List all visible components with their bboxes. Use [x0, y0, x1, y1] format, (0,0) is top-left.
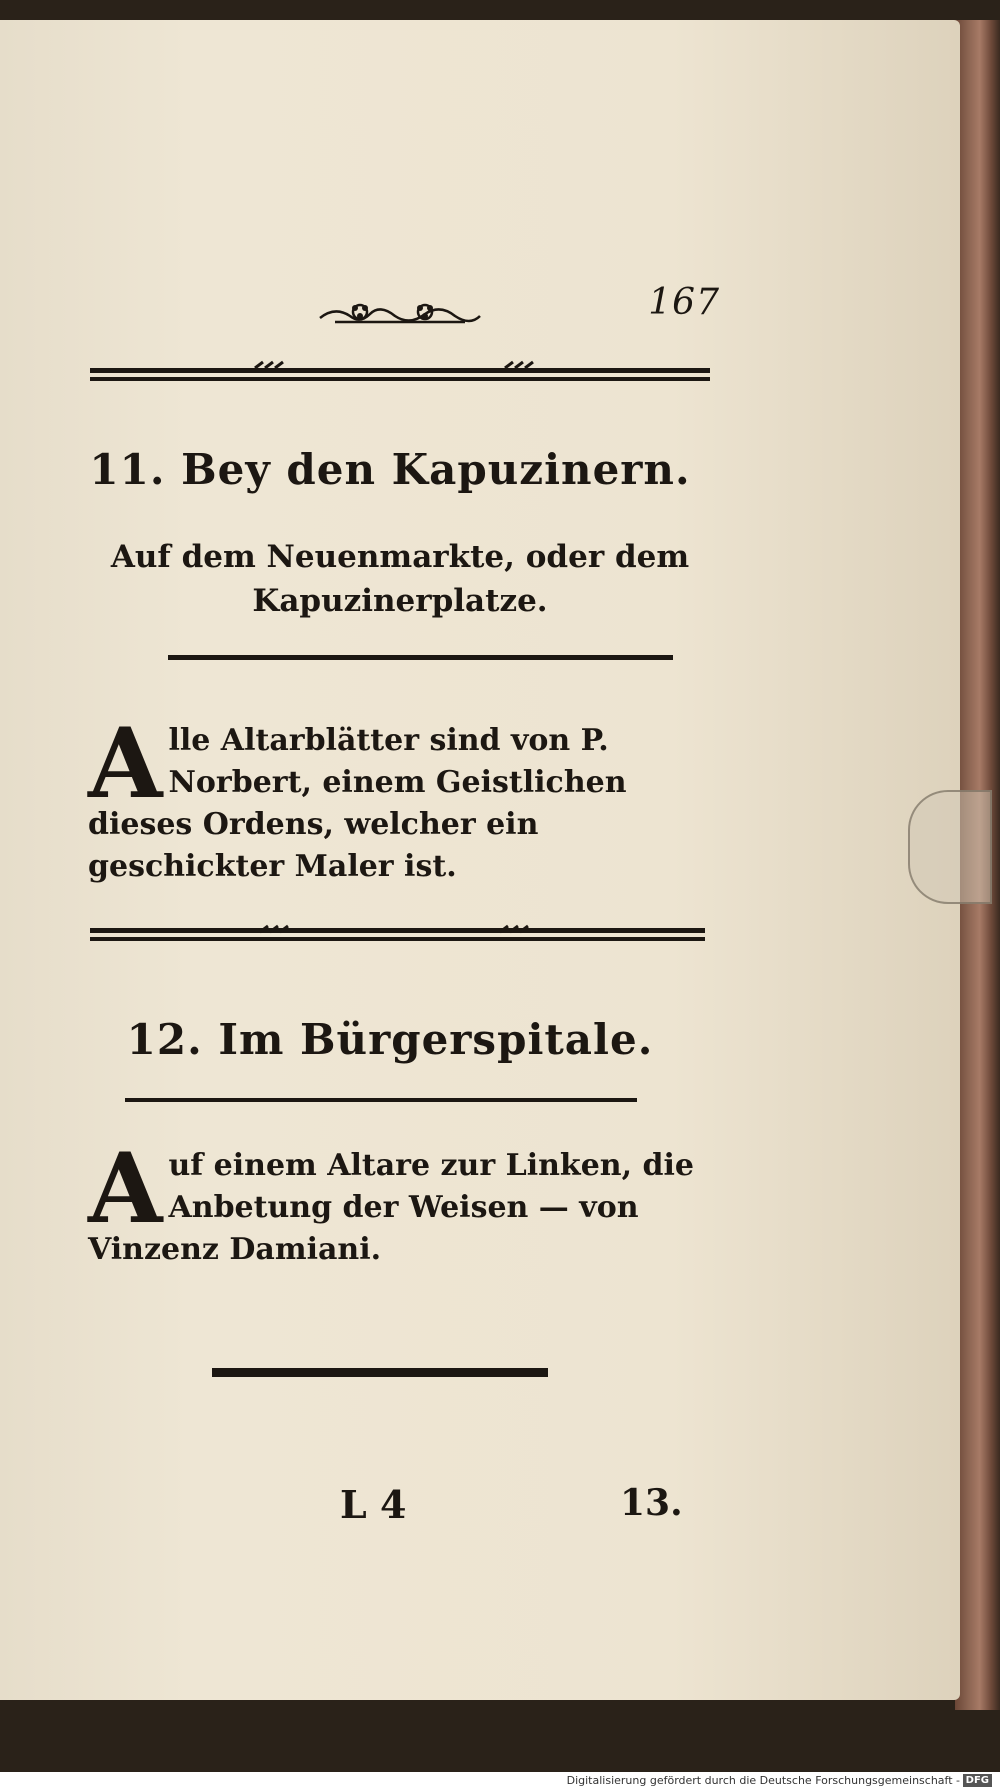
section-12-body [88, 1132, 713, 1271]
catchword: 13. [620, 1482, 683, 1524]
section-11-subtitle: Auf dem Neuenmarkte, oder dem Kapuzinerplatze. [110, 539, 690, 619]
dfg-logo: DFG [963, 1774, 992, 1787]
section-11-body [88, 707, 713, 888]
floral-ornament [315, 296, 485, 336]
divider-rule [168, 655, 673, 660]
drop-cap: A [88, 1132, 163, 1245]
section-12-text: uf einem Altare zur Linken, die Anbetung der Weisen — von Vinzenz Damiani. [88, 1148, 694, 1267]
page-number: 167 [648, 282, 720, 323]
decorative-double-rule-middle [90, 920, 705, 950]
sheet-signature: L 4 [340, 1482, 407, 1527]
funding-credit: Digitalisierung gefördert durch die Deutsche Forschungsgemeinschaft - [566, 1774, 960, 1787]
section-11-text: lle Altarblätter sind von P. Norbert, einem Geistlichen dieses Ordens, welcher ein geschickter Maler ist. [88, 723, 627, 884]
decorative-double-rule-top [90, 360, 710, 390]
book-page [0, 20, 960, 1700]
section-12-heading: 12. Im Bürgerspitale. [126, 1015, 654, 1064]
drop-cap: A [88, 707, 163, 820]
divider-rule [125, 1098, 637, 1102]
page-clip-marker [908, 790, 992, 904]
section-11-heading: 11. Bey den Kapuzinern. [89, 445, 691, 494]
end-rule [212, 1368, 548, 1377]
